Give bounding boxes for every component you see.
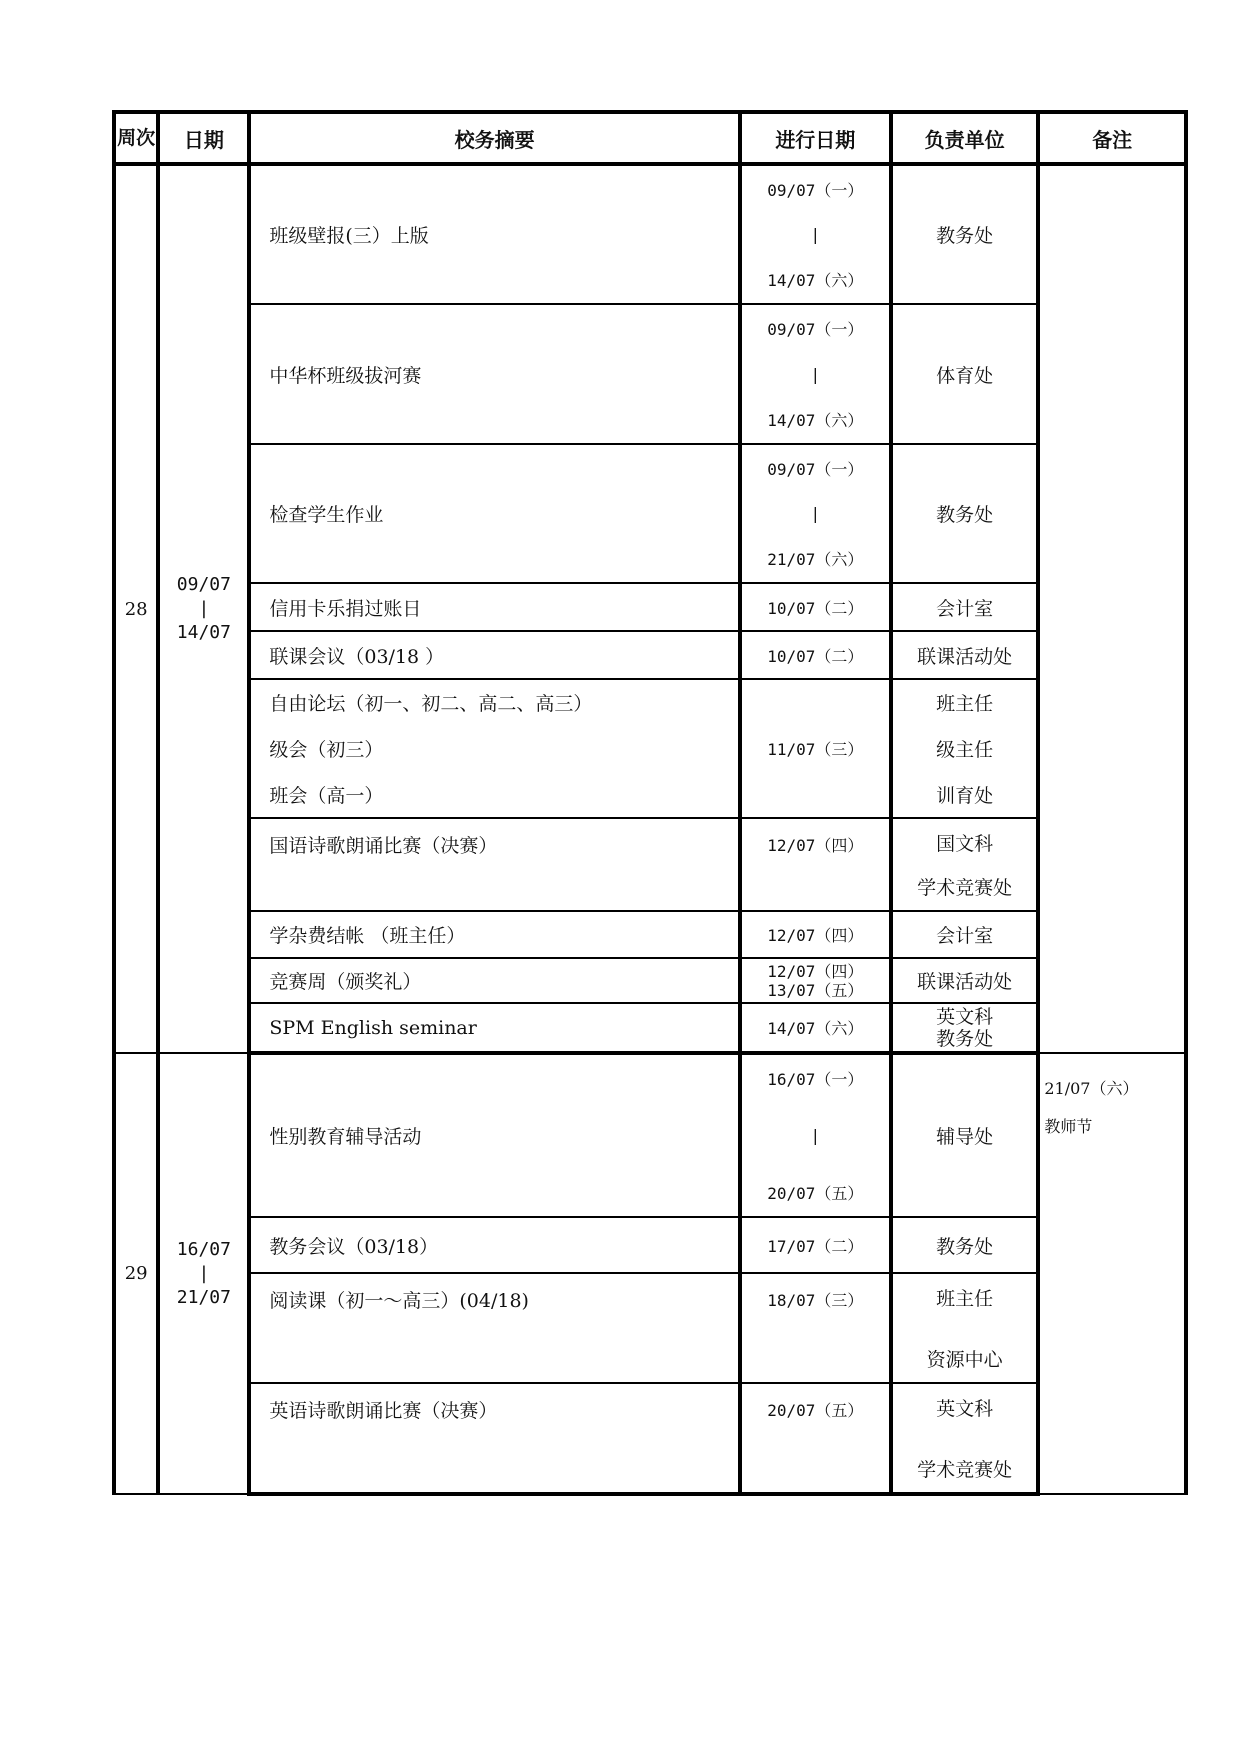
task-line: 级会（初三） — [269, 738, 384, 761]
unit-line: 学术竞赛处 — [917, 877, 1013, 899]
table-row — [114, 631, 1186, 679]
unit-line: 教务处 — [936, 504, 994, 526]
unit-line: 资源中心 — [926, 1349, 1003, 1371]
task-cell — [249, 304, 740, 444]
week-date-range — [158, 1053, 249, 1494]
task-cell — [249, 1383, 740, 1494]
run-date-line: 14/07（六） — [767, 411, 864, 430]
task-line: 联课会议（03/18 ） — [269, 645, 445, 668]
table-row — [114, 1383, 1186, 1494]
run-date-cell — [740, 444, 891, 583]
unit-cell — [891, 583, 1039, 631]
unit-cell — [891, 444, 1039, 583]
run-date-cell — [740, 1053, 891, 1217]
note-cell — [1038, 164, 1186, 1053]
task-cell — [249, 818, 740, 911]
run-date-cell — [740, 164, 891, 304]
unit-line: 学术竞赛处 — [917, 1459, 1013, 1481]
school-affairs-table — [112, 110, 1188, 1496]
unit-line: 国文科 — [936, 833, 994, 855]
table-row — [114, 818, 1186, 911]
run-date-line: 09/07（一） — [767, 460, 864, 479]
unit-cell — [891, 818, 1039, 911]
run-date-cell — [740, 1383, 891, 1494]
table-row — [114, 1273, 1186, 1383]
run-date-line: 17/07（二） — [767, 1236, 864, 1256]
run-date-cell — [740, 911, 891, 958]
unit-line: 辅导处 — [936, 1126, 994, 1148]
task-cell — [249, 1003, 740, 1053]
task-cell — [249, 583, 740, 631]
run-date-line: 12/07（四） — [767, 836, 864, 855]
run-date-line: | — [810, 1126, 821, 1145]
task-cell — [249, 1217, 740, 1273]
unit-cell — [891, 958, 1039, 1003]
unit-line: 联课活动处 — [917, 971, 1013, 993]
task-line: 国语诗歌朗诵比赛（决赛） — [269, 835, 498, 857]
week-number: 28 — [114, 164, 158, 1053]
unit-line: 教务处 — [936, 225, 994, 247]
run-date-line: 09/07（一） — [767, 320, 864, 339]
task-cell — [249, 679, 740, 818]
run-date-cell — [740, 679, 891, 818]
unit-cell — [891, 631, 1039, 679]
header-week: 周次 — [114, 112, 158, 164]
table-row — [114, 911, 1186, 958]
unit-line: 教务处 — [936, 1027, 994, 1050]
table-row — [114, 164, 1186, 304]
run-date-line: 13/07（五） — [767, 980, 864, 1000]
task-line: 学杂费结帐 （班主任） — [269, 925, 466, 947]
task-line: 性别教育辅导活动 — [269, 1126, 422, 1148]
run-date-line: 09/07（一） — [767, 181, 864, 200]
task-line: 阅读课（初一～高三）(04/18) — [269, 1290, 529, 1312]
task-line: 中华杯班级拔河赛 — [269, 364, 422, 387]
run-date-line: 12/07（四） — [767, 926, 864, 945]
task-line: 竞赛周（颁奖礼） — [269, 971, 422, 993]
run-date-line: 14/07（六） — [767, 271, 864, 290]
week-date-range — [158, 164, 249, 1053]
table-row — [114, 958, 1186, 1003]
run-date-line: 20/07（五） — [767, 1401, 864, 1420]
unit-line: 英文科 — [936, 1398, 994, 1420]
unit-line: 级主任 — [936, 738, 994, 761]
task-cell — [249, 631, 740, 679]
unit-cell — [891, 911, 1039, 958]
run-date-line: 12/07（四） — [767, 961, 864, 981]
unit-cell — [891, 164, 1039, 304]
task-line: 英语诗歌朗诵比赛（决赛） — [269, 1400, 498, 1422]
unit-cell — [891, 1273, 1039, 1383]
task-cell — [249, 911, 740, 958]
week-range-start: 09/07 — [176, 574, 231, 595]
task-line: 教务会议（03/18） — [269, 1235, 439, 1258]
unit-cell — [891, 1383, 1039, 1494]
run-date-line: 18/07（三） — [767, 1291, 864, 1310]
run-date-line: 16/07（一） — [767, 1070, 864, 1089]
task-line: 班级壁报(三）上版 — [269, 225, 429, 247]
run-date-line: 10/07（二） — [767, 598, 864, 618]
unit-cell — [891, 1003, 1039, 1053]
task-line: 检查学生作业 — [269, 504, 384, 526]
header-note: 备注 — [1038, 112, 1186, 164]
table-row — [114, 444, 1186, 583]
task-cell — [249, 444, 740, 583]
unit-cell — [891, 1053, 1039, 1217]
run-date-line: | — [810, 364, 821, 384]
week-range-end: 14/07 — [176, 622, 231, 643]
task-cell — [249, 1273, 740, 1383]
table-row — [114, 583, 1186, 631]
table-row — [114, 304, 1186, 444]
run-date-cell — [740, 958, 891, 1003]
unit-line: 会计室 — [936, 597, 994, 620]
task-line: SPM English seminar — [269, 1016, 477, 1039]
run-date-line: 11/07（三） — [767, 740, 864, 759]
run-date-line: 21/07（六） — [767, 550, 864, 569]
table-row — [114, 1003, 1186, 1053]
run-date-line: 14/07（六） — [767, 1019, 864, 1038]
unit-line: 英文科 — [936, 1005, 994, 1028]
header-summary: 校务摘要 — [249, 112, 740, 164]
table-row — [114, 1053, 1186, 1217]
table-row — [114, 1217, 1186, 1273]
unit-line: 教务处 — [936, 1235, 994, 1258]
unit-line: 班主任 — [936, 693, 994, 716]
header-row — [114, 112, 1186, 164]
week-range-end: 21/07 — [176, 1286, 231, 1308]
run-date-line: | — [810, 225, 821, 244]
unit-line: 训育处 — [936, 784, 994, 807]
task-cell — [249, 958, 740, 1003]
week-range-start: 16/07 — [176, 1238, 231, 1260]
task-line: 信用卡乐捐过账日 — [269, 597, 422, 620]
unit-line: 体育处 — [936, 364, 994, 387]
run-date-cell — [740, 1273, 891, 1383]
unit-cell — [891, 1217, 1039, 1273]
task-cell — [249, 164, 740, 304]
table-row — [114, 679, 1186, 818]
run-date-cell — [740, 1003, 891, 1053]
run-date-line: 20/07（五） — [767, 1184, 864, 1203]
task-line: 班会（高一） — [269, 784, 384, 807]
note-line: 21/07（六） — [1044, 1079, 1139, 1098]
header-run-date: 进行日期 — [740, 112, 891, 164]
week-range-sep: | — [198, 598, 210, 619]
unit-cell — [891, 679, 1039, 818]
run-date-cell — [740, 1217, 891, 1273]
run-date-line: 10/07（二） — [767, 646, 864, 666]
note-line: 教师节 — [1044, 1117, 1093, 1136]
week-number: 29 — [114, 1053, 158, 1494]
unit-line: 班主任 — [936, 1288, 994, 1310]
run-date-cell — [740, 304, 891, 444]
run-date-line: | — [810, 504, 821, 523]
note-cell — [1038, 1053, 1186, 1494]
run-date-cell — [740, 583, 891, 631]
header-unit: 负责单位 — [891, 112, 1039, 164]
header-date: 日期 — [158, 112, 249, 164]
unit-line: 会计室 — [936, 925, 994, 947]
week-range-sep: | — [198, 1262, 210, 1284]
unit-cell — [891, 304, 1039, 444]
run-date-cell — [740, 631, 891, 679]
task-cell — [249, 1053, 740, 1217]
unit-line: 联课活动处 — [917, 645, 1013, 668]
task-line: 自由论坛（初一、初二、高二、高三） — [269, 693, 593, 716]
schedule-page — [112, 110, 1188, 1496]
run-date-cell — [740, 818, 891, 911]
